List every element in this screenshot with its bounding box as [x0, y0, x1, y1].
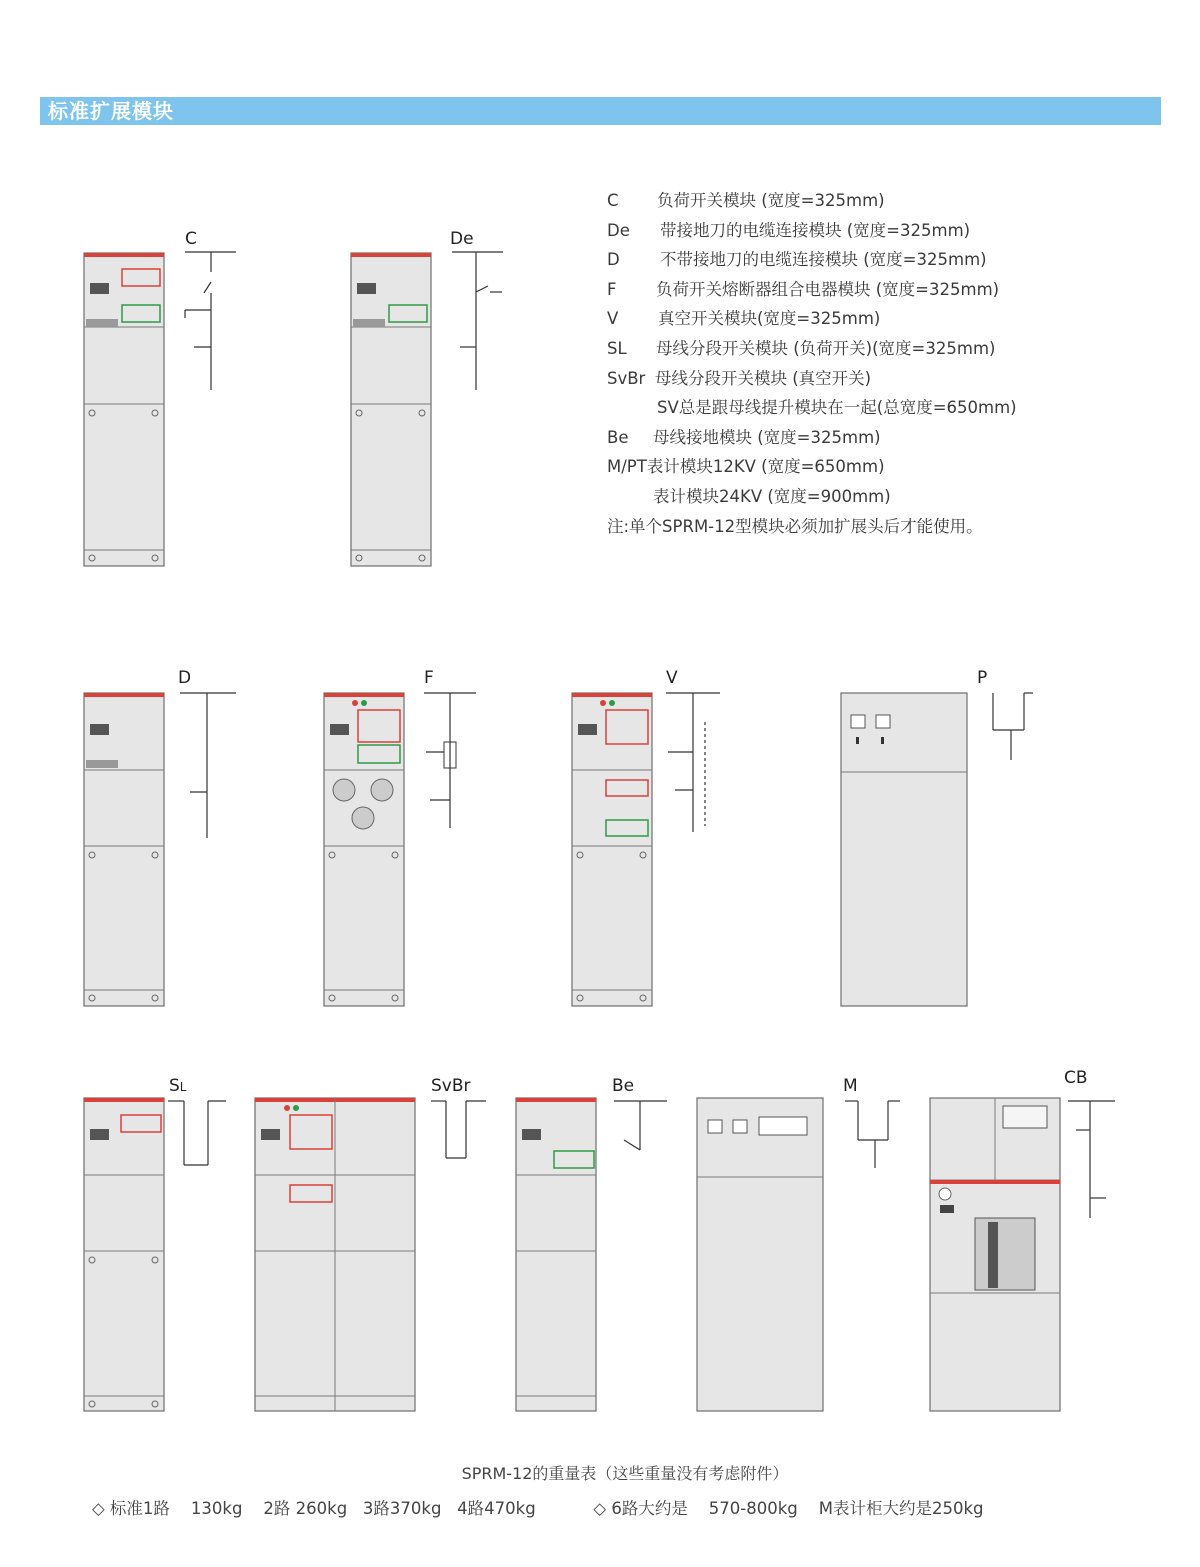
legend-code: F — [607, 279, 617, 299]
cabinet-f — [324, 693, 404, 1006]
module-label-v: V — [666, 668, 678, 688]
diagram-be — [614, 1101, 667, 1150]
cabinet-sl — [84, 1098, 164, 1411]
diagram-cb — [1068, 1101, 1115, 1218]
module-label-c: C — [185, 229, 197, 249]
diagram-svbr — [431, 1101, 486, 1158]
legend-desc: SV总是跟母线提升模块在一起(总宽度=650mm) — [657, 398, 1017, 418]
cabinet-m — [697, 1098, 823, 1411]
module-label-f: F — [424, 668, 434, 688]
module-label-m: M — [843, 1076, 858, 1096]
legend-desc: 负荷开关熔断器组合电器模块 (宽度=325mm) — [656, 279, 1000, 299]
legend-code: C — [607, 191, 619, 210]
legend-code: SL — [607, 338, 627, 358]
cabinet-cb — [930, 1098, 1060, 1411]
legend-code: Be — [607, 427, 629, 447]
module-label-sl: SL — [169, 1076, 187, 1096]
cabinet-de — [351, 253, 431, 566]
section-title: 标准扩展模块 — [48, 99, 174, 123]
diagram-f — [424, 693, 476, 828]
diagram-c — [185, 252, 236, 390]
diagram-v — [666, 693, 720, 832]
diagram-de — [452, 252, 503, 390]
cabinet-c — [84, 253, 164, 566]
legend-desc: 负荷开关模块 (宽度=325mm) — [657, 191, 885, 210]
legend-desc: 注:单个SPRM-12型模块必须加扩展头后才能使用。 — [607, 516, 983, 536]
cabinet-d — [84, 693, 164, 1006]
diagram-m — [845, 1101, 900, 1168]
legend-desc: 表计模块24KV (宽度=900mm) — [653, 486, 891, 506]
cabinet-be — [516, 1098, 596, 1411]
diagram-d — [180, 693, 236, 838]
weight-table-line: ◇ 标准1路 130kg 2路 260kg 3路370kg 4路470kg ◇ 6路大约是 570-800kg M表计柜大约是250kg — [92, 1499, 984, 1518]
module-label-be: Be — [612, 1076, 635, 1096]
weight-table-title: SPRM-12的重量表（这些重量没有考虑附件） — [461, 1464, 789, 1483]
legend-desc: 不带接地刀的电缆连接模块 (宽度=325mm) — [660, 250, 987, 270]
diagram-p — [993, 693, 1033, 760]
module-label-svbr: SvBr — [431, 1076, 471, 1096]
module-label-d: D — [178, 668, 192, 688]
legend-desc: 母线分段开关模块 (负荷开关)(宽度=325mm) — [656, 338, 996, 358]
cabinet-svbr — [255, 1098, 415, 1411]
module-label-p: P — [977, 668, 988, 688]
legend-desc: M/PT表计模块12KV (宽度=650mm) — [607, 457, 885, 477]
legend-desc: 母线接地模块 (宽度=325mm) — [653, 427, 881, 447]
legend-code: V — [607, 309, 619, 329]
legend-desc: 带接地刀的电缆连接模块 (宽度=325mm) — [660, 220, 971, 240]
module-label-de: De — [450, 229, 474, 249]
cabinet-v — [572, 693, 652, 1006]
legend-code: D — [607, 250, 620, 270]
legend-code: De — [607, 220, 630, 240]
legend-desc: 真空开关模块(宽度=325mm) — [658, 309, 881, 329]
module-label-cb: CB — [1064, 1068, 1088, 1088]
legend-code: SvBr — [607, 368, 646, 388]
legend-desc: 母线分段开关模块 (真空开关) — [655, 368, 872, 388]
diagram-sl — [168, 1101, 226, 1165]
cabinet-p — [841, 693, 967, 1006]
